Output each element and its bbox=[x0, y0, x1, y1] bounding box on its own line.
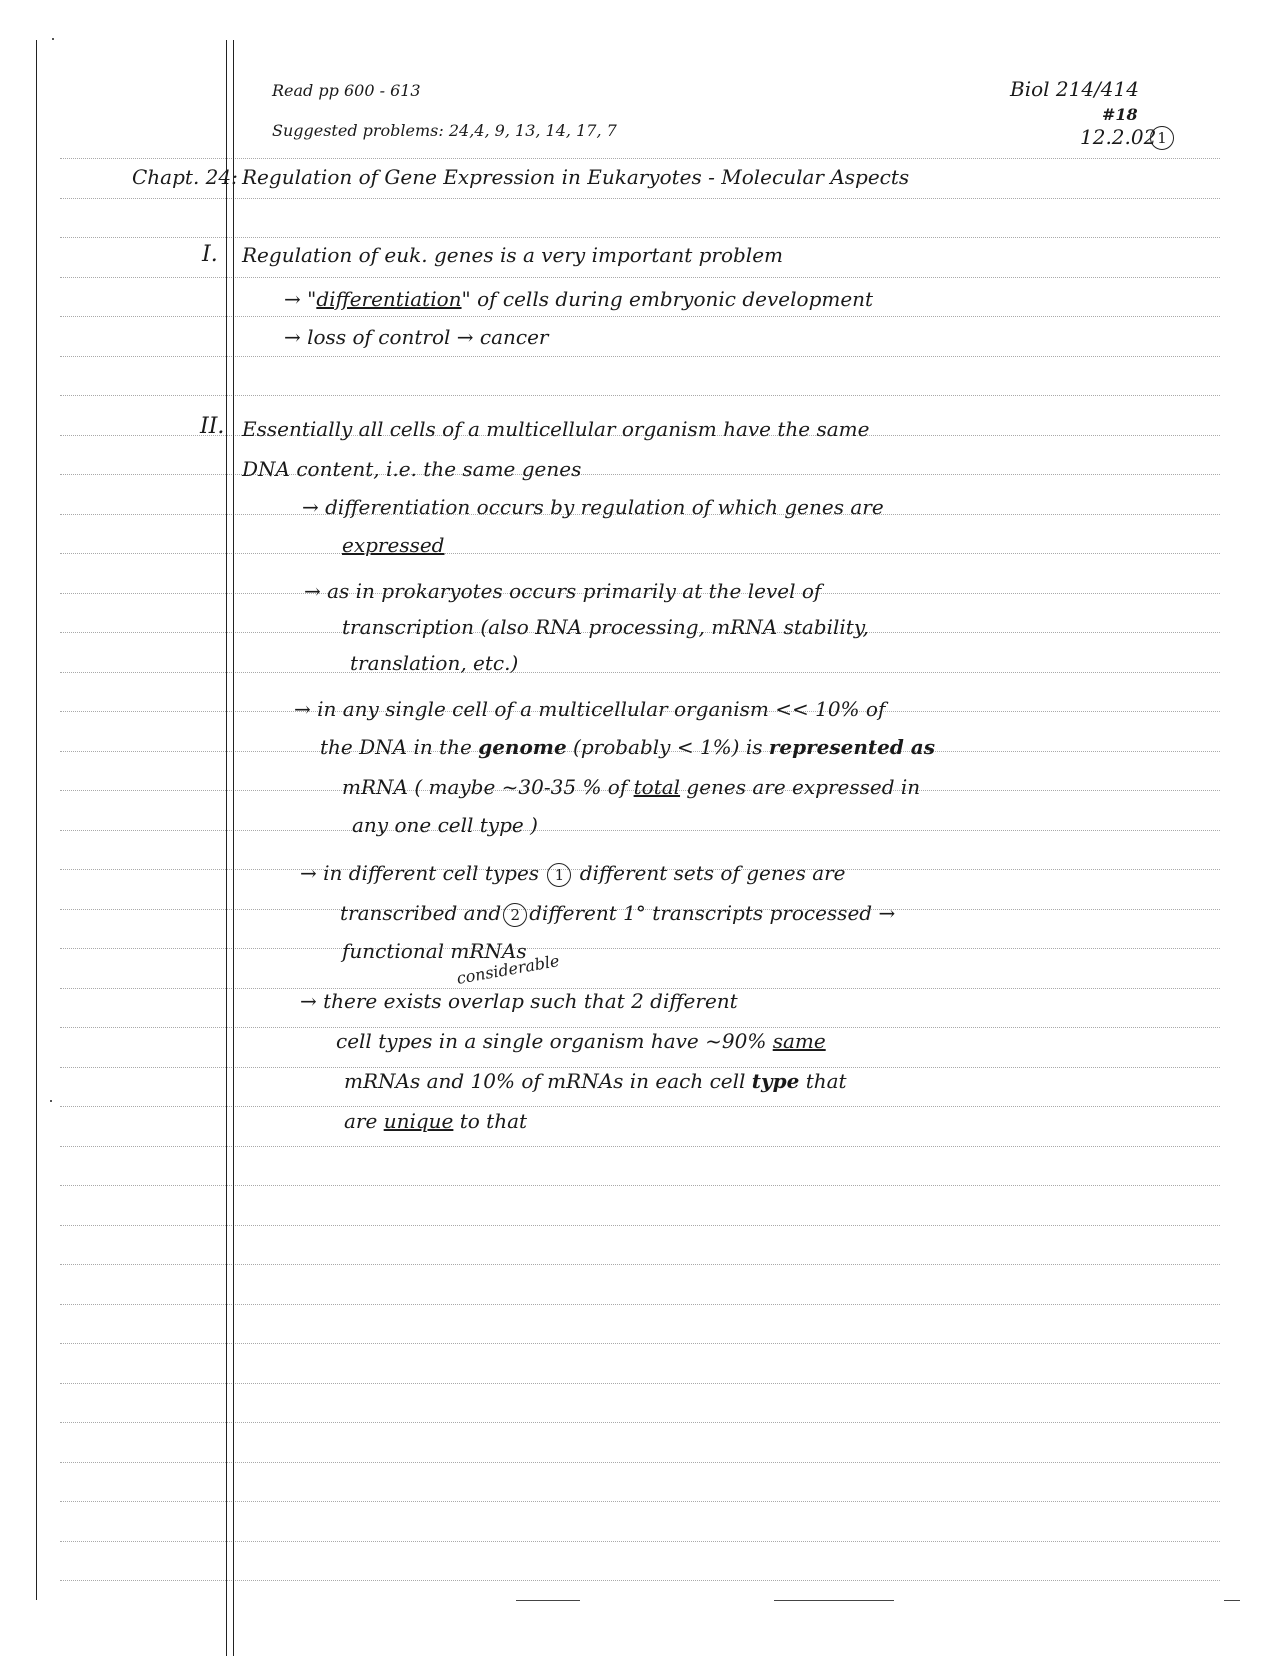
margin-line bbox=[226, 40, 227, 1656]
ruled-line bbox=[60, 672, 1220, 673]
circled-number: 2 bbox=[503, 903, 527, 927]
chapter-title: Regulation of Gene Expression in Eukaryotes - Molecular Aspects bbox=[242, 165, 910, 189]
text: transcribed and bbox=[340, 901, 502, 925]
ruled-line bbox=[60, 1343, 1220, 1344]
ruled-line bbox=[60, 1225, 1220, 1226]
left-edge-line bbox=[36, 40, 37, 1600]
bullet-prokaryotes-2: transcription (also RNA processing, mRNA stability, bbox=[342, 615, 869, 639]
inserted-word: considerable bbox=[455, 951, 561, 988]
bottom-dash bbox=[1224, 1600, 1240, 1601]
differentiation-term: differentiation bbox=[316, 287, 462, 311]
lecture-number: #18 bbox=[1102, 105, 1138, 124]
ruled-line bbox=[60, 1580, 1220, 1581]
course-number: Biol 214/414 bbox=[1010, 77, 1139, 101]
ruled-line bbox=[60, 198, 1220, 199]
ruled-line bbox=[60, 1185, 1220, 1186]
scan-speck bbox=[50, 1100, 52, 1102]
suggested-problems: Suggested problems: 24,4, 9, 13, 14, 17, 7 bbox=[272, 121, 617, 140]
section1-bullet-cancer: → loss of control → cancer bbox=[284, 325, 549, 349]
bullet-overlap: → there exists overlap such that 2 different bbox=[300, 989, 738, 1013]
text: are bbox=[344, 1109, 384, 1133]
bottom-dash bbox=[516, 1600, 580, 1601]
bottom-dash bbox=[774, 1600, 894, 1601]
bullet-single-cell: → in any single cell of a multicellular organism << 10% of bbox=[294, 697, 886, 721]
bullet-cell-types-2 bbox=[340, 900, 895, 927]
bullet-single-cell-3 bbox=[342, 774, 920, 800]
ruled-line bbox=[60, 277, 1220, 278]
bullet-cell-types-3: functional mRNAs bbox=[342, 939, 527, 963]
text: different 1° transcripts processed → bbox=[529, 901, 896, 925]
ruled-line bbox=[60, 1264, 1220, 1265]
bullet-cell-types bbox=[300, 860, 846, 887]
ruled-line bbox=[60, 1541, 1220, 1542]
ruled-line bbox=[60, 1106, 1220, 1107]
ruled-line bbox=[60, 1462, 1220, 1463]
section2-line-1: Essentially all cells of a multicellular organism have the same bbox=[242, 417, 870, 441]
page-number: 1 bbox=[1150, 126, 1174, 150]
lecture-date: 12.2.02 bbox=[1080, 125, 1157, 149]
circled-number: 1 bbox=[547, 863, 571, 887]
text: to that bbox=[453, 1109, 528, 1133]
ruled-line bbox=[60, 474, 1220, 475]
total-term: total bbox=[633, 775, 681, 799]
bullet-differentiation-regulation: → differentiation occurs by regulation of which genes are bbox=[302, 495, 884, 519]
same-term: same bbox=[772, 1029, 826, 1053]
ruled-line bbox=[60, 948, 1220, 949]
section1-line: Regulation of euk. genes is a very important problem bbox=[242, 243, 783, 267]
bullet-overlap-2 bbox=[336, 1028, 826, 1054]
text: that bbox=[799, 1069, 847, 1093]
bullet-text: " of cells during embryonic development bbox=[461, 287, 874, 311]
text: different sets of genes are bbox=[579, 861, 846, 885]
text: mRNA ( maybe ~30-35 % of bbox=[342, 775, 634, 799]
text: genes are expressed in bbox=[680, 775, 921, 799]
bullet-single-cell-2 bbox=[320, 734, 935, 760]
ruled-line bbox=[60, 553, 1220, 554]
ruled-line bbox=[60, 1383, 1220, 1384]
ruled-line bbox=[60, 1501, 1220, 1502]
text: (probably < 1%) is bbox=[566, 735, 769, 759]
represented-term: represented as bbox=[768, 735, 936, 759]
ruled-line bbox=[60, 316, 1220, 317]
section-numeral-2: II. bbox=[200, 414, 225, 439]
ruled-line bbox=[60, 356, 1220, 357]
text: mRNAs and 10% of mRNAs in each cell bbox=[344, 1069, 752, 1093]
ruled-line bbox=[60, 1304, 1220, 1305]
chapter-label: Chapt. 24: bbox=[132, 165, 238, 189]
section2-line-2: DNA content, i.e. the same genes bbox=[242, 457, 582, 481]
text: cell types in a single organism have ~90% bbox=[336, 1029, 773, 1053]
text: → in different cell types bbox=[300, 861, 540, 885]
reading-assignment: Read pp 600 - 613 bbox=[272, 81, 421, 100]
genome-term: genome bbox=[478, 735, 567, 759]
text: the DNA in the bbox=[320, 735, 479, 759]
bullet-overlap-4 bbox=[344, 1108, 527, 1134]
unique-term: unique bbox=[383, 1109, 454, 1133]
margin-line-double bbox=[233, 40, 234, 1656]
section1-bullet-differentiation bbox=[284, 286, 873, 312]
ruled-line bbox=[60, 158, 1220, 159]
type-term: type bbox=[751, 1069, 800, 1093]
bullet-single-cell-4: any one cell type ) bbox=[352, 813, 538, 837]
bullet-prokaryotes: → as in prokaryotes occurs primarily at the level of bbox=[304, 579, 822, 603]
arrow-quote: → " bbox=[284, 287, 317, 311]
bullet-overlap-3 bbox=[344, 1068, 847, 1094]
scan-speck bbox=[52, 38, 54, 40]
ruled-line bbox=[60, 1146, 1220, 1147]
ruled-line bbox=[60, 395, 1220, 396]
ruled-line bbox=[60, 1422, 1220, 1423]
expressed-term: expressed bbox=[342, 533, 445, 557]
section-numeral-1: I. bbox=[202, 242, 218, 267]
ruled-line bbox=[60, 830, 1220, 831]
ruled-line bbox=[60, 237, 1220, 238]
bullet-prokaryotes-3: translation, etc.) bbox=[350, 651, 519, 675]
